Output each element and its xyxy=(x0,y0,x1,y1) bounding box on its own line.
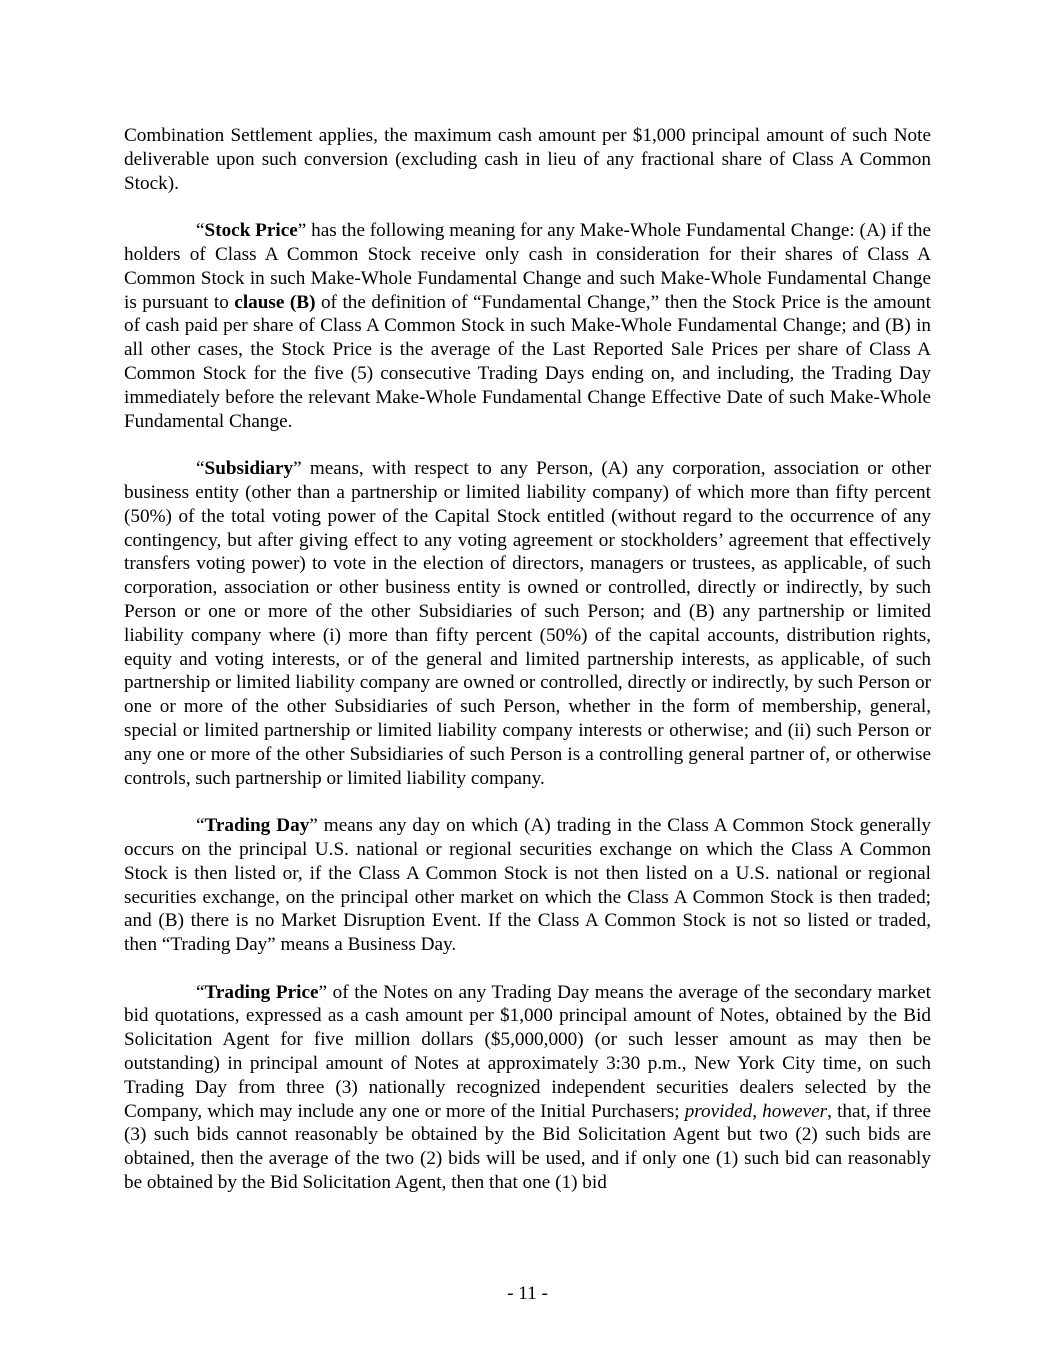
open-quote: “ xyxy=(196,458,205,480)
continuation-text: Combination Settlement applies, the maximum cash amount per $1,000 principal amount of such Note deliverable upon such conversion (excluding cash in lieu of any fractional share of Class A Common Stock). xyxy=(124,125,931,194)
open-quote: “ xyxy=(196,815,205,837)
comma: , xyxy=(752,1100,763,1122)
definition-stock-price xyxy=(124,219,931,433)
defined-term-stock-price: Stock Price xyxy=(204,220,298,242)
defined-term-subsidiary: Subsidiary xyxy=(204,458,294,480)
definition-text: ” means, with respect to any Person, (A) any corporation, association or other business entity (other than a partnership or limited liability company) of which more than fifty percent (50%) of the total voting power of the Capital Stock entitled (without regard to the occurrence of any contingency, but after giving effect to any voting agreement or stockholders’ agreement that effectively transfers voting power) to vote in the election of directors, managers or trustees, as applicable, of such corporation, association or other business entity is owned or controlled, directly or indirectly, by such Person or one or more of the other Subsidiaries of such Person; and (B) any partnership or limited liability company where (i) more than fifty percent (50%) of the capital accounts, distribution rights, equity and voting interests, or of the general and limited partnership interests, as applicable, of such partnership or limited liability company are owned or controlled, directly or indirectly, by such Person or one or more of the other Subsidiaries of such Person, whether in the form of membership, general, special or limited partnership or limited liability company interests or otherwise; and (ii) such Person or any one or more of the other Subsidiaries of such Person is a controlling general partner of, or otherwise controls, such partnership or limited liability company. xyxy=(124,458,931,789)
definition-text: , that, if three (3) such bids cannot reasonably be obtained by the Bid Solicitation Agent but two (2) such bids are obtained, then the average of the two (2) bids will be used, and if only one (1) such bid can reasonably be obtained by the Bid Solicitation Agent, then that one (1) bid xyxy=(124,1100,931,1194)
defined-term-trading-day: Trading Day xyxy=(204,815,310,837)
continuation-paragraph xyxy=(124,124,931,195)
clause-reference: clause (B) xyxy=(234,291,316,313)
definition-text: ” means any day on which (A) trading in the Class A Common Stock generally occurs on the principal U.S. national or regional securities exchange on which the Class A Common Stock is then listed or, if the Class A Common Stock is not then listed on a U.S. national or regional securities exchange, on the principal other market on which the Class A Common Stock is then traded; and (B) there is no Market Disruption Event. If the Class A Common Stock is not so listed or traded, then “Trading Day” means a Business Day. xyxy=(124,815,931,956)
defined-term-trading-price: Trading Price xyxy=(204,981,319,1003)
definition-text: ” of the Notes on any Trading Day means the average of the secondary market bid quotations, expressed as a cash amount per $1,000 principal amount of Notes, obtained by the Bid Solicitation Agent for five million dollars ($5,000,000) (or such lesser amount as may then be outstanding) in principal amount of Notes at approximately 3:30 p.m., New York City time, on such Trading Day from three (3) nationally recognized independent securities dealers selected by the Company, which may include any one or more of the Initial Purchasers; xyxy=(124,981,931,1122)
provided-italic: provided xyxy=(684,1100,753,1122)
definition-trading-price xyxy=(124,981,931,1195)
open-quote: “ xyxy=(196,220,205,242)
document-body xyxy=(124,124,931,1195)
definition-trading-day xyxy=(124,814,931,957)
page-number: - 11 - xyxy=(507,1283,548,1304)
however-italic: however xyxy=(762,1100,828,1122)
definition-text: ” has the following meaning for any Make-Whole Fundamental Change: (A) if the holders of Class A Common Stock receive only cash in consideration for their shares of Class A Common Stock in such Make-Whole Fundamental Change and such Make-Whole Fundamental Change is pursuant to xyxy=(124,220,931,313)
definition-text: of the definition of “Fundamental Change,” then the Stock Price is the amount of cash paid per share of Class A Common Stock in such Make-Whole Fundamental Change; and (B) in all other cases, the Stock Price is the average of the Last Reported Sale Prices per share of Class A Common Stock for the five (5) consecutive Trading Days ending on, and including, the Trading Day immediately before the relevant Make-Whole Fundamental Change Effective Date of such Make-Whole Fundamental Change. xyxy=(124,291,931,432)
definition-subsidiary xyxy=(124,457,931,790)
open-quote: “ xyxy=(196,981,205,1003)
